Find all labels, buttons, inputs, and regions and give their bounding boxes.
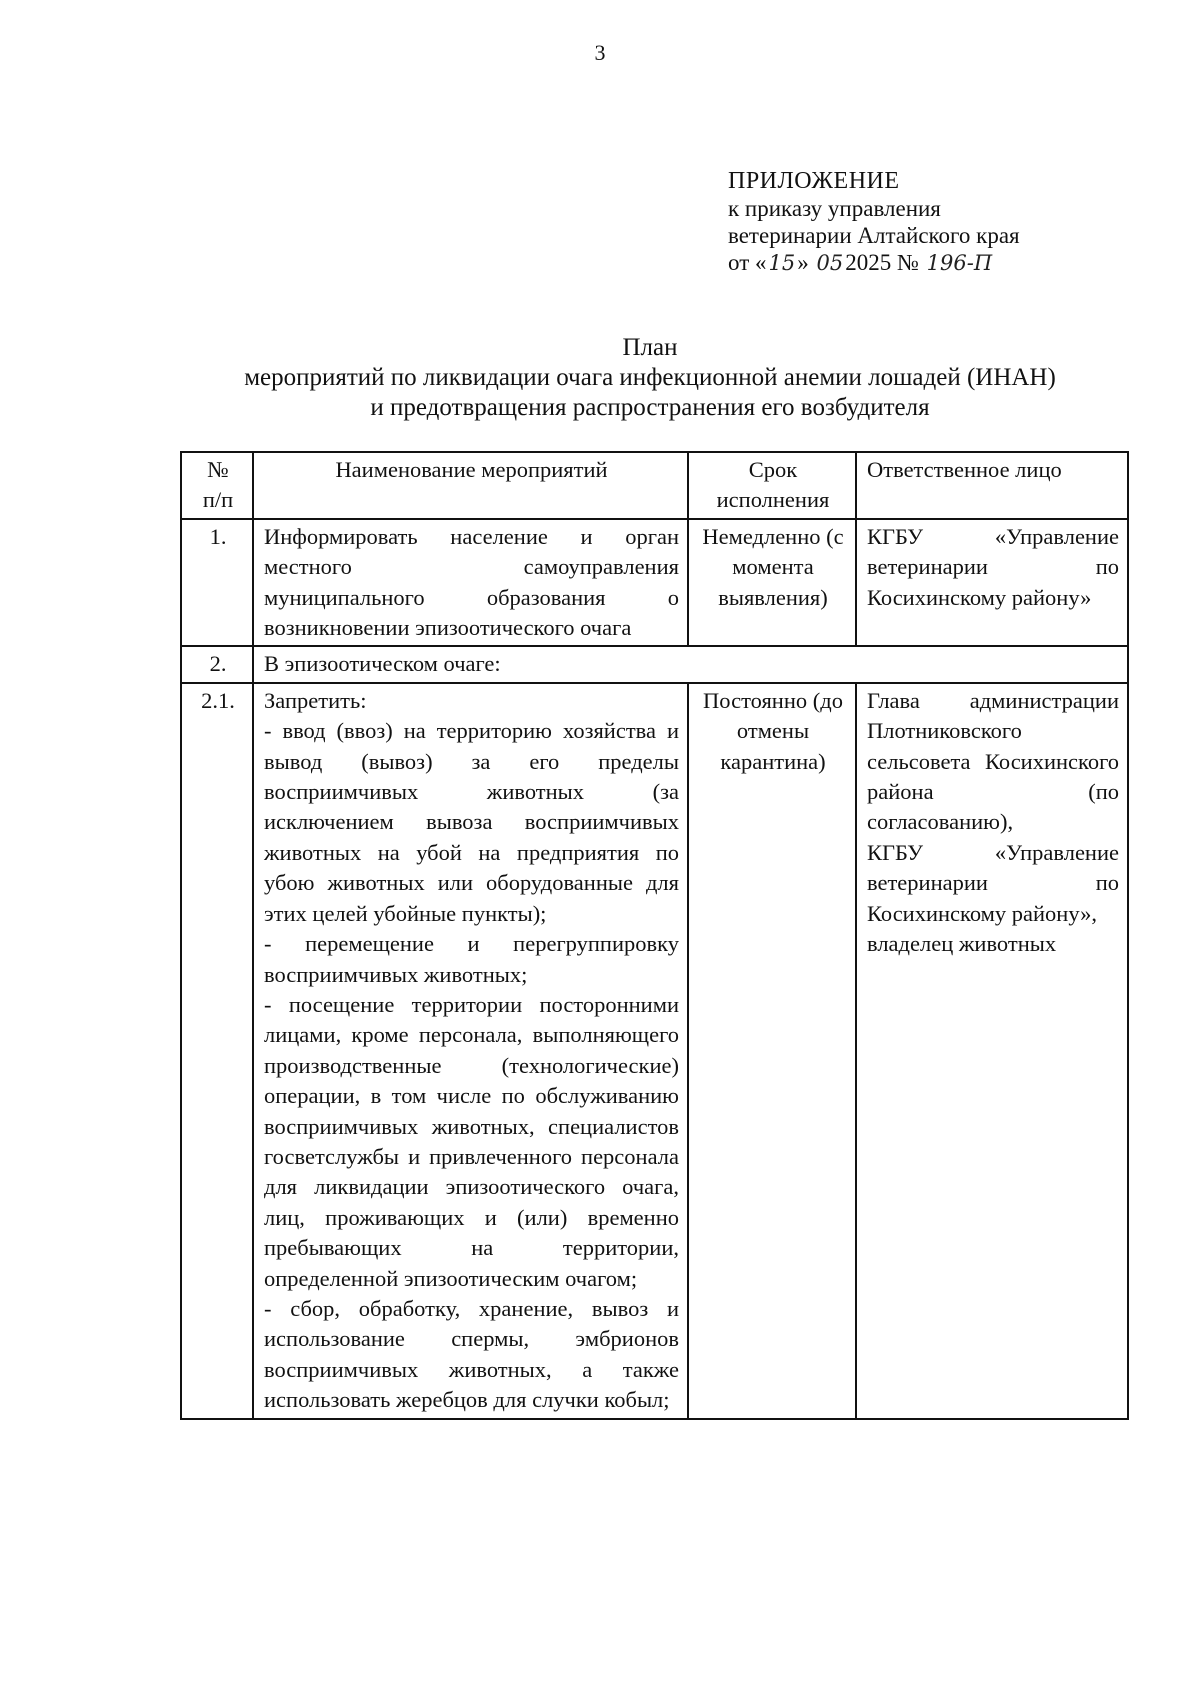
- plan-table: [180, 451, 1129, 1420]
- plan-heading: [200, 333, 1100, 423]
- row-2-name: В эпизоотическом очаге:: [253, 646, 1128, 682]
- row-2-1-name: [253, 683, 688, 1419]
- row-2-1-responsible-3: владелец животных: [867, 931, 1057, 957]
- row-2-1-item-4: - сбор, обработку, хранение, вывоз и использование спермы, эмбрионов восприимчивых животных, а также использовать жеребцов для случки кобыл;: [264, 1295, 679, 1413]
- row-2-1-term: Постоянно (до отмены карантина): [688, 683, 856, 1419]
- row-2-1-responsible: [856, 683, 1128, 1419]
- header-num: [181, 452, 253, 519]
- table-row: [181, 519, 1128, 647]
- header-term-line-1: Срок: [748, 457, 798, 482]
- row-2-1-item-1: - ввод (ввоз) на территорию хозяйства и вывод (вывоз) за его пределы восприимчивых животных (за исключением вывоза восприимчивых животных на убой на предприятия по убою животных или оборудованные для этих целей убойные пункты);: [264, 718, 679, 926]
- row-1-responsible: КГБУ «Управление ветеринарии по Косихинскому району»: [856, 519, 1128, 647]
- header-num-line-2: п/п: [202, 487, 234, 513]
- row-2-1-item-2: - перемещение и перегруппировку восприимчивых животных;: [264, 931, 679, 987]
- appendix-block: [728, 168, 1020, 277]
- order-day-handwritten: 15: [768, 251, 796, 275]
- order-prefix: от «: [728, 250, 767, 275]
- header-term-line-2: исполнения: [716, 487, 830, 513]
- header-num-line-1: №: [207, 457, 229, 482]
- row-2-1-responsible-2: КГБУ «Управление ветеринарии по Косихинскому району»,: [867, 839, 1119, 926]
- order-month-handwritten: 05: [816, 251, 844, 275]
- row-2-num: 2.: [181, 646, 253, 682]
- table-header-row: [181, 452, 1128, 519]
- header-term: [688, 452, 856, 519]
- row-2-1-responsible-1: Глава администрации Плотниковского сельсовета Косихинского района (по согласованию),: [867, 687, 1119, 835]
- row-2-1-num: 2.1.: [181, 683, 253, 1419]
- row-1-name: Информировать население и орган местного самоуправления муниципального образования о возникновении эпизоотического очага: [253, 519, 688, 647]
- appendix-title: ПРИЛОЖЕНИЕ: [728, 168, 900, 194]
- heading-line-1: План: [622, 334, 678, 361]
- order-year: 2025 №: [845, 250, 925, 275]
- heading-line-2: мероприятий по ликвидации очага инфекционной анемии лошадей (ИНАН): [244, 364, 1056, 391]
- row-1-term: Немедленно (с момента выявления): [688, 519, 856, 647]
- appendix-line-1: к приказу управления: [728, 196, 941, 221]
- appendix-line-2: ветеринарии Алтайского края: [728, 223, 1020, 248]
- row-2-1-item-3: - посещение территории посторонними лицами, кроме персонала, выполняющего производственные (технологические) операции, в том числе по обслуживанию восприимчивых животных, специалистов госветслужбы и привлеченного персонала для ликвидации эпизоотического очага, лиц, проживающих и (или) временно пребывающих на территории, определенной эпизоотическим очагом;: [264, 991, 679, 1291]
- row-2-1-intro: Запретить:: [264, 687, 367, 713]
- table-row: [181, 683, 1128, 1419]
- header-responsible: Ответственное лицо: [856, 452, 1128, 519]
- header-name: Наименование мероприятий: [253, 452, 688, 519]
- table-row: [181, 646, 1128, 682]
- order-number-handwritten: 196-П: [926, 251, 993, 275]
- heading-line-3: и предотвращения распространения его возбудителя: [370, 394, 930, 421]
- page-number: 3: [594, 40, 606, 65]
- order-mid: »: [797, 250, 815, 275]
- appendix-order-line: [728, 249, 1020, 277]
- row-1-num: 1.: [181, 519, 253, 647]
